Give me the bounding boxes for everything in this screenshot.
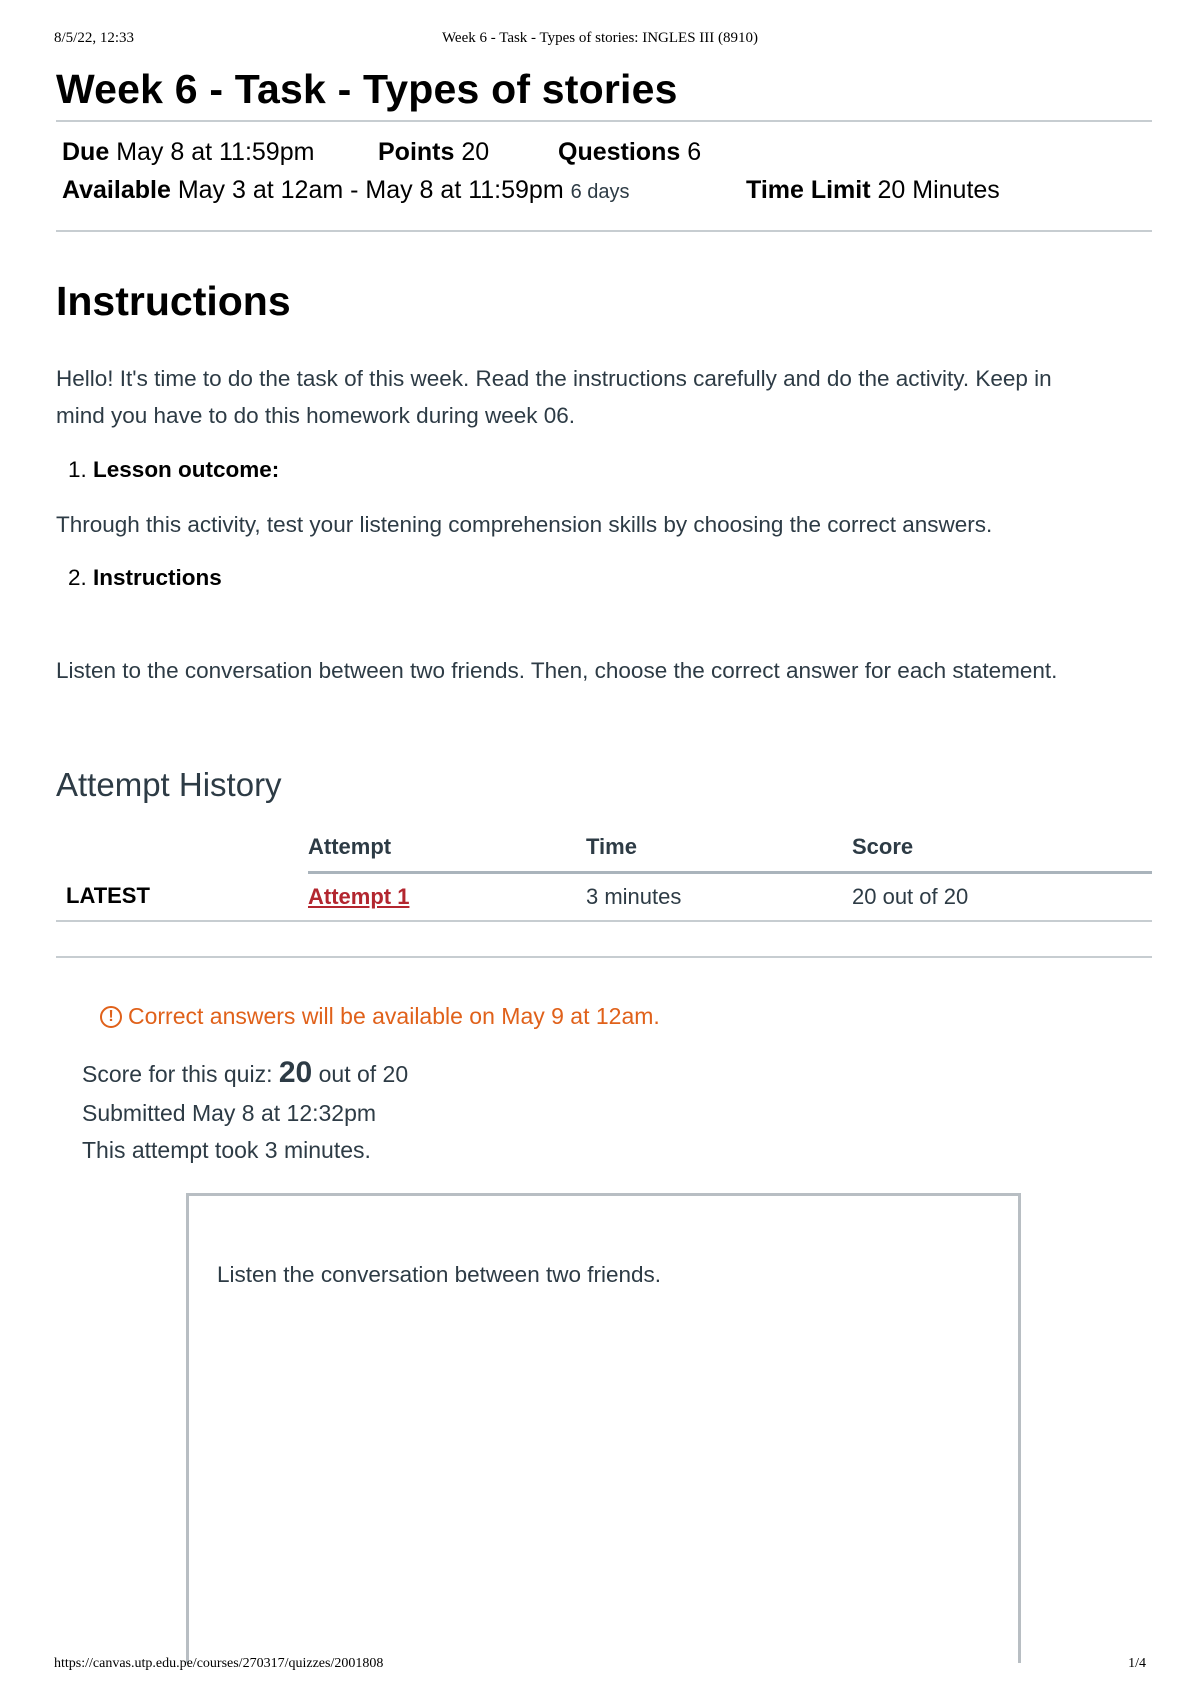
list-number: 2. [68, 565, 87, 590]
question-text: Listen the conversation between two friends. [217, 1262, 662, 1287]
attempt-link[interactable]: Attempt 1 [308, 884, 410, 909]
intro-paragraph [56, 360, 1152, 434]
attempt-duration: This attempt took 3 minutes. [82, 1137, 371, 1163]
column-header-attempt: Attempt [308, 823, 586, 873]
available-label: Available [62, 176, 171, 204]
time-limit-value: 20 Minutes [877, 176, 1000, 204]
score-value: 20 [278, 1056, 313, 1089]
instruction-text: Listen to the conversation between two friends. Then, choose the correct answer for each statement. [56, 658, 1058, 683]
attempt-history-heading: Attempt History [56, 766, 282, 803]
print-date: 8/5/22, 12:33 [54, 30, 135, 46]
list-number: 1. [68, 457, 87, 482]
available-duration: 6 days [570, 181, 630, 203]
available-meta [62, 176, 630, 205]
time-limit-meta [746, 176, 1000, 205]
column-header-score: Score [852, 823, 1152, 873]
quiz-score [82, 1056, 408, 1090]
attempt-history-table [56, 823, 1152, 922]
quiz-meta-row-1 [62, 138, 314, 167]
list-item-instructions [68, 565, 222, 591]
points-meta [378, 138, 489, 167]
questions-value: 6 [687, 138, 702, 166]
lesson-outcome-label: Lesson outcome: [93, 457, 280, 482]
score-prefix: Score for this quiz: [82, 1061, 279, 1087]
print-footer [54, 1656, 1146, 1676]
available-value: May 3 at 12am - May 8 at 11:59pm [177, 176, 564, 204]
points-label: Points [378, 138, 455, 166]
table-row [56, 873, 1152, 922]
table-header-row [56, 823, 1152, 873]
score-suffix: out of 20 [312, 1061, 409, 1087]
question-box [186, 1193, 1021, 1663]
attempt-time: 3 minutes [586, 873, 852, 922]
divider [56, 230, 1152, 232]
notice-text: Correct answers will be available on May 9 at 12am. [128, 1003, 660, 1029]
attempt-status: LATEST [56, 873, 308, 922]
submitted-time: Submitted May 8 at 12:32pm [82, 1100, 377, 1126]
questions-label: Questions [558, 138, 681, 166]
instructions-label: Instructions [93, 565, 222, 590]
list-item-outcome [68, 457, 279, 483]
print-header [54, 30, 1146, 50]
due-value: May 8 at 11:59pm [116, 138, 315, 166]
divider [56, 120, 1152, 122]
intro-line-2: mind you have to do this homework during week 06. [56, 403, 576, 428]
instructions-heading: Instructions [56, 278, 291, 324]
intro-line-1: Hello! It's time to do the task of this week. Read the instructions carefully and do the activity. Keep in [56, 366, 1052, 391]
attempt-score: 20 out of 20 [852, 873, 1152, 922]
column-header-time: Time [586, 823, 852, 873]
column-header-status [56, 823, 308, 873]
outcome-text: Through this activity, test your listening comprehension skills by choosing the correct answers. [56, 512, 993, 537]
time-limit-label: Time Limit [746, 176, 871, 204]
correct-answers-notice [100, 1003, 660, 1030]
points-value: 20 [461, 138, 490, 166]
page-number: 1/4 [1128, 1656, 1146, 1671]
print-page-title: Week 6 - Task - Types of stories: INGLES III (8910) [441, 30, 759, 46]
page-title: Week 6 - Task - Types of stories [56, 66, 678, 112]
warning-icon: ! [100, 1006, 122, 1028]
divider [56, 956, 1152, 958]
attempt-cell [308, 873, 586, 922]
questions-meta [558, 138, 701, 167]
due-label: Due [62, 138, 110, 166]
page-url: https://canvas.utp.edu.pe/courses/270317/quizzes/2001808 [54, 1656, 384, 1671]
